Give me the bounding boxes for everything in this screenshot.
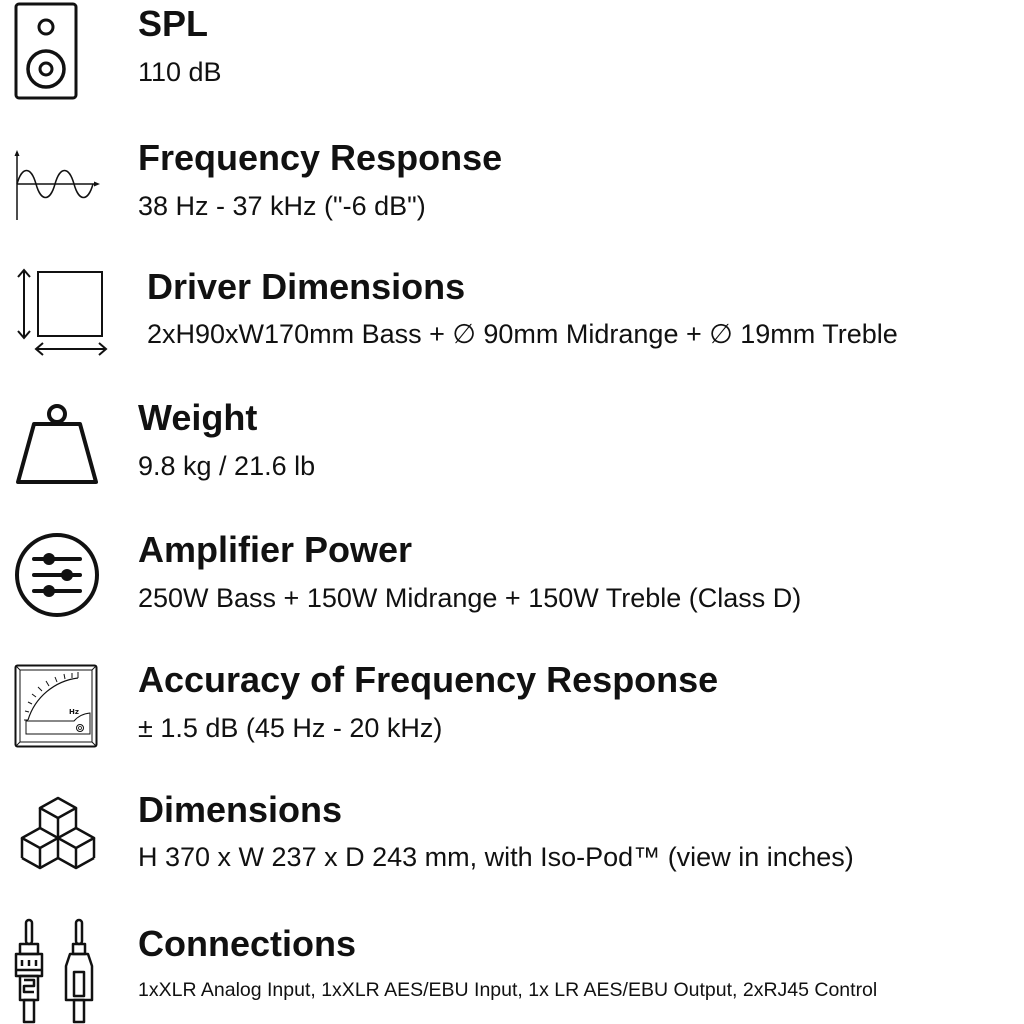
spec-title: Weight <box>138 397 258 438</box>
sine-wave-icon <box>14 150 100 222</box>
spec-title: Accuracy of Frequency Response <box>138 659 719 700</box>
spec-value: 2xH90xW170mm Bass + ∅ 90mm Midrange + ∅ 19mm Treble <box>147 319 898 349</box>
spec-title: Dimensions <box>138 789 343 830</box>
connectors-icon <box>12 918 104 1024</box>
spec-title: Amplifier Power <box>138 529 413 570</box>
spec-title: SPL <box>138 3 209 44</box>
spec-value: 1xXLR Analog Input, 1xXLR AES/EBU Input, 1x LR AES/EBU Output, 2xRJ45 Control <box>138 979 878 1001</box>
spec-title: Frequency Response <box>138 137 503 178</box>
spec-value: ± 1.5 dB (45 Hz - 20 kHz) <box>138 713 443 743</box>
dimension-square-icon <box>14 266 108 362</box>
sliders-icon <box>14 532 100 618</box>
spec-value: 110 dB <box>138 57 222 87</box>
spec-value: 250W Bass + 150W Midrange + 150W Treble (Class D) <box>138 583 802 613</box>
spec-title: Connections <box>138 923 357 964</box>
spec-value: 38 Hz - 37 kHz ("-6 dB") <box>138 191 426 221</box>
weight-icon <box>14 404 100 484</box>
speaker-icon <box>14 2 78 100</box>
spec-value: H 370 x W 237 x D 243 mm, with Iso-Pod™ (view in inches) <box>138 842 854 872</box>
spec-title: Driver Dimensions <box>147 266 466 307</box>
meter-icon <box>14 664 98 748</box>
cubes-icon <box>14 796 102 878</box>
svg-text:Hz: Hz <box>69 708 79 716</box>
spec-value: 9.8 kg / 21.6 lb <box>138 451 316 481</box>
